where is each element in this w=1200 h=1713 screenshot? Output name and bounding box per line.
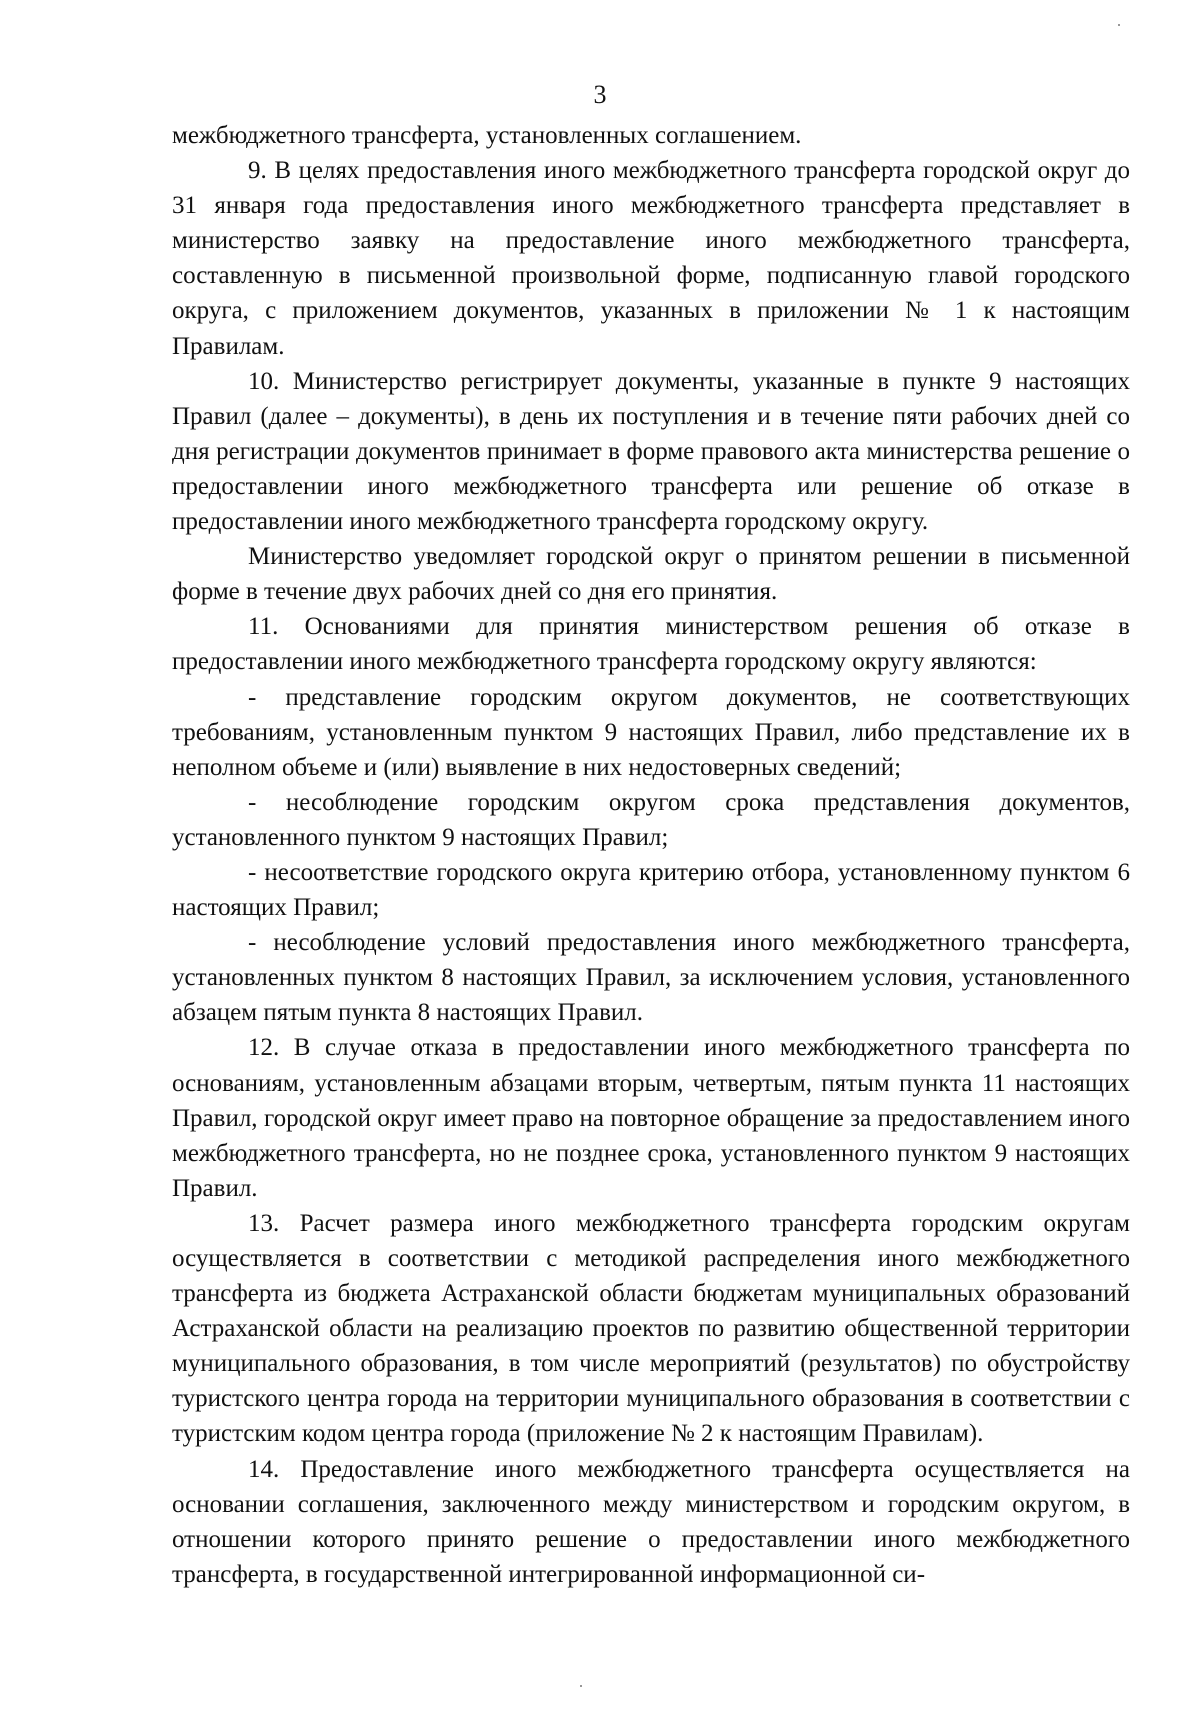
paragraph-notification: Министерство уведомляет городской округ о принятом решении в письменной форме в течение двух рабочих дней со дня его принятия. bbox=[172, 543, 1130, 606]
list-item-refusal-2: - несоблюдение городским округом срока представления документов, установленного пунктом 9 настоящих Правил; bbox=[172, 788, 1130, 851]
scan-speck bbox=[1118, 24, 1120, 26]
paragraph-continuation: межбюджетного трансферта, установленных соглашением. bbox=[172, 122, 802, 149]
list-item-refusal-1: - представление городским округом документов, не соответствующих требованиям, установленным пунктом 9 настоящих Правил, либо представление их в неполном объеме и (или) выявление в них недостоверных сведений; bbox=[172, 683, 1130, 781]
paragraph-item-9: 9. В целях предоставления иного межбюджетного трансферта городской округ до 31 января года предоставления иного межбюджетного трансферта представляет в министерство заявку на предоставление иного межбюджетного трансферта, составленную в письменной произвольной форме, подписанную главой городского округа, с приложением документов, указанных в приложении № 1 к настоящим Правилам. bbox=[172, 157, 1130, 360]
paragraph-item-11: 11. Основаниями для принятия министерством решения об отказе в предоставлении иного межбюджетного трансферта городскому округу являются: bbox=[172, 613, 1130, 676]
document-body bbox=[172, 118, 1130, 1592]
paragraph-item-10: 10. Министерство регистрирует документы, указанные в пункте 9 настоящих Правил (далее – документы), в день их поступления и в течение пяти рабочих дней со дня регистрации документов принимает в форме правового акта министерства решение о предоставлении иного межбюджетного трансферта или решение об отказе в предоставлении иного межбюджетного трансферта городскому округу. bbox=[172, 367, 1130, 536]
scan-speck bbox=[580, 1685, 582, 1687]
list-item-refusal-3: - несоответствие городского округа критерию отбора, установленному пунктом 6 настоящих Правил; bbox=[172, 858, 1130, 922]
paragraph-item-13: 13. Расчет размера иного межбюджетного трансферта городским округам осуществляется в соответствии с методикой распределения иного межбюджетного трансферта из бюджета Астраханской области бюджетам муниципальных образований Астраханской области на реализацию проектов по развитию общественной территории муниципального образования, в том числе мероприятий (результатов) по обустройству туристского центра города на территории муниципального образования в соответствии с туристским кодом центра города (приложение № 2 к настоящим Правилам). bbox=[172, 1209, 1130, 1448]
paragraph-item-14: 14. Предоставление иного межбюджетного трансферта осуществляется на основании соглашения, заключенного между министерством и городским округом, в отношении которого принято решение о предоставлении иного межбюджетного трансферта, в государственной интегрированной информационной си- bbox=[172, 1455, 1130, 1588]
list-item-refusal-4: - несоблюдение условий предоставления иного межбюджетного трансферта, установленных пунктом 8 настоящих Правил, за исключением условия, установленного абзацем пятым пункта 8 настоящих Правил. bbox=[172, 929, 1130, 1027]
page-number: 3 bbox=[593, 80, 607, 109]
paragraph-item-12: 12. В случае отказа в предоставлении иного межбюджетного трансферта по основаниям, установленным абзацами вторым, четвертым, пятым пункта 11 настоящих Правил, городской округ имеет право на повторное обращение за предоставлением иного межбюджетного трансферта, но не позднее срока, установленного пунктом 9 настоящих Правил. bbox=[172, 1034, 1130, 1202]
